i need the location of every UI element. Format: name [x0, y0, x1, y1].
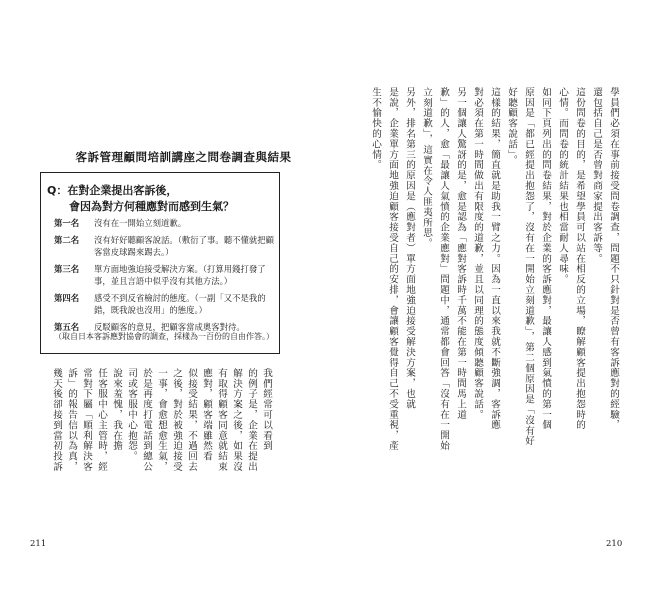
left-text-column: 說來羞愧，我在擔 — [111, 368, 122, 452]
right-text-column: 這樣的結果，簡直就是助我一臂之力。因為一直以來我就不斷強調，客訴應 — [489, 87, 500, 431]
page-number-right: 210 — [606, 539, 623, 549]
left-text-column: 的例子是，企業在提出 — [246, 368, 257, 472]
right-text-column: 另一個讓人驚訝的是，愈是認為「應對客訴時千萬不能在第一時間馬上道 — [455, 87, 466, 420]
left-text-column: 解決方案之後，如果沒 — [231, 368, 242, 472]
left-text-column: 我們經常可以看到 — [261, 368, 272, 452]
left-text-column: 於是再度打電話到總公 — [141, 368, 152, 472]
right-text-column: 這份問卷的目的，是希望學員可以站在相反的立場，瞭解顧客提出抱怨時的 — [574, 87, 585, 431]
answer-item — [54, 263, 276, 287]
left-text-column: 訴」的報告信以為真， — [66, 368, 77, 472]
right-text-column: 對必須在第一時間做出有限度的道歉，並且以同理的態度傾聽顧客說話。 — [472, 87, 483, 420]
left-text-column: 一事，會愈想愈生氣， — [156, 368, 167, 472]
answer-rank: 第一名 — [54, 218, 80, 228]
left-text-column: 常對下屬「順利解決客 — [81, 368, 92, 472]
right-text-column: 原因是「都已經提出抱怨了，沒有在一開始立刻道歉」，第二個原因是「沒有好 — [523, 87, 534, 447]
left-text-column: 任客服中心主管時，經 — [96, 368, 107, 472]
right-text-column: 歉」的人，愈「最讓人氣憤的企業應對」問題中，通常都會回答「沒有在一開始 — [438, 87, 449, 451]
question-line-2: 會因為對方何種應對而感到生氣？ — [69, 200, 234, 213]
survey-answers — [54, 217, 276, 338]
right-text-column: 另外，排名第三的原因是（應對者）單方面地強迫接受解決方案，也就 — [404, 87, 415, 410]
answer-rank: 第二名 — [54, 235, 80, 245]
answer-text: 反駁顧客的意見，把顧客當成奧客對待。 — [94, 322, 245, 332]
right-text-column: 還包括自己是否曾對商家提出客訴等。 — [591, 87, 602, 264]
left-text-column: 有取得顧客同意就結束 — [216, 368, 227, 472]
right-text-column: 好聽顧客說話」。 — [506, 87, 517, 166]
answer-item — [54, 234, 276, 258]
answer-text: 沒有好好聽顧客說話。（敷衍了事。聽不懂就把顧客當皮球踢來踢去。） — [94, 235, 275, 257]
answer-item — [54, 292, 276, 316]
left-text-column: 幾天後卻接到當初投訴 — [51, 368, 62, 472]
question-line-1: Q：在對企業提出客訴後， — [47, 184, 178, 197]
left-text-column: 司或客服中心抱怨。 — [126, 368, 137, 462]
survey-question — [47, 183, 277, 215]
right-text-column: 立刻道歉」，這實在令人匪夷所思。 — [421, 87, 432, 249]
page-number-left: 211 — [30, 539, 47, 549]
left-text-column: 應對，顧客端雖然看 — [201, 368, 212, 462]
right-text-column: 心情。而問卷的統計結果也相當耐人尋味。 — [557, 87, 568, 285]
answer-item — [54, 217, 276, 229]
survey-source-note: （取自日本客訴應對協會的調查，採樣為一百份的自由作答。） — [54, 332, 274, 341]
survey-title: 客訴管理顧問培訓講座之問卷調查與結果 — [75, 150, 292, 164]
right-text-column: 學員們必須在事前接受問卷調查，問題不只針對是否曾有客訴應對的經驗， — [608, 87, 619, 431]
answer-rank: 第五名 — [54, 322, 80, 332]
left-text-column: 似接受結果，不過回去 — [186, 368, 197, 472]
answer-rank: 第三名 — [54, 264, 80, 274]
right-text-column: 是說，企業單方面地強迫顧客接受自己的安排，會讓顧客覺得自己不受重視，產 — [387, 87, 398, 451]
answer-text: 單方面地強迫接受解決方案。（打算用錢打發了事，並且言語中似乎沒有其他方法。） — [94, 264, 266, 286]
right-text-column: 生不愉快的心情。 — [370, 87, 381, 171]
answer-text: 沒有在一開始立刻道歉。 — [94, 218, 187, 228]
left-text-column: 之後，對於被強迫接受 — [171, 368, 182, 472]
answer-rank: 第四名 — [54, 293, 80, 303]
right-text-column: 如同下頁列出的問卷結果，對於企業的客訴應對，最讓人感到氣憤的第一個 — [540, 87, 551, 431]
answer-text: 感受不到反省檢討的態度。（一副「又不是我的錯，既我說也沒用」的態度。） — [94, 293, 266, 315]
